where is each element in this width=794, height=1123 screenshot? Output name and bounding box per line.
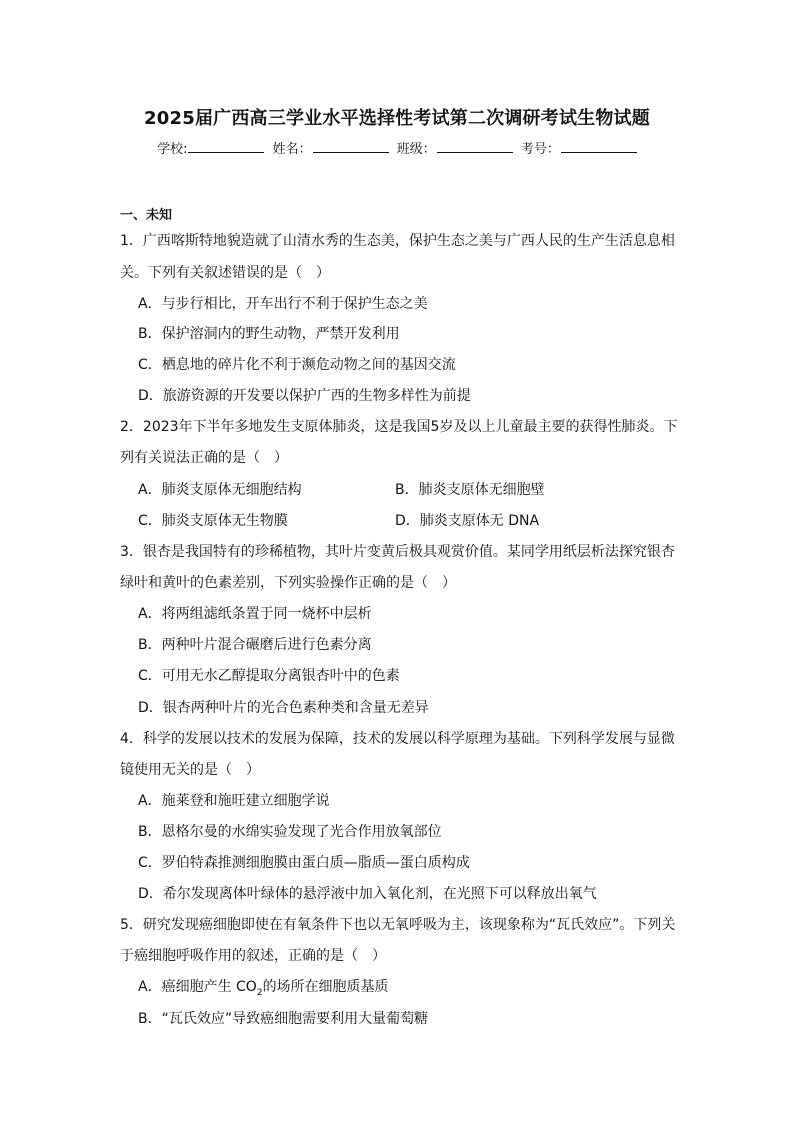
question-2-stem-line-2: 列有关说法正确的是（ ） bbox=[120, 450, 288, 466]
name-blank[interactable] bbox=[313, 139, 389, 153]
section-heading: 一、未知 bbox=[120, 208, 173, 223]
question-3-option-d[interactable]: D．银杏两种叶片的光合色素种类和含量无差异 bbox=[138, 700, 429, 716]
question-3-option-b[interactable]: B．两种叶片混合碾磨后进行色素分离 bbox=[138, 637, 372, 653]
question-3-option-c[interactable]: C．可用无水乙醇提取分离银杏叶中的色素 bbox=[138, 668, 400, 684]
page-title: 2025届广西高三学业水平选择性考试第二次调研考试生物试题 bbox=[144, 108, 650, 129]
question-5-option-b[interactable]: B．“瓦氏效应”导致癌细胞需要利用大量葡萄糖 bbox=[138, 1011, 429, 1027]
question-2-option-d[interactable]: D．肺炎支原体无 DNA bbox=[395, 513, 540, 529]
question-1-option-c[interactable]: C．栖息地的碎片化不利于濒危动物之间的基因交流 bbox=[138, 357, 456, 373]
exam-number-blank[interactable] bbox=[561, 139, 637, 153]
question-4-stem-line-2: 镜使用无关的是（ ） bbox=[120, 762, 260, 778]
question-1-option-d[interactable]: D．旅游资源的开发要以保护广西的生物多样性为前提 bbox=[138, 388, 471, 404]
question-5-stem-line-1: 5．研究发现癌细胞即使在有氧条件下也以无氧呼吸为主，该现象称为“瓦氏效应”。下列关 bbox=[120, 917, 676, 933]
question-1-option-a[interactable]: A．与步行相比，开车出行不利于保护生态之美 bbox=[138, 296, 428, 312]
question-2-option-c[interactable]: C．肺炎支原体无生物膜 bbox=[138, 513, 288, 529]
question-2-option-b[interactable]: B．肺炎支原体无细胞壁 bbox=[395, 482, 545, 498]
student-info-fields bbox=[0, 138, 794, 157]
question-4-option-d[interactable]: D．希尔发现离体叶绿体的悬浮液中加入氧化剂，在光照下可以释放出氧气 bbox=[138, 886, 597, 902]
question-3-stem-line-1: 3．银杏是我国特有的珍稀植物，其叶片变黄后极具观赏价值。某同学用纸层析法探究银杏 bbox=[120, 544, 675, 560]
question-2-stem-line-1: 2．2023年下半年多地发生支原体肺炎，这是我国5岁及以上儿童最主要的获得性肺炎。下 bbox=[120, 419, 678, 435]
school-blank[interactable] bbox=[188, 139, 264, 153]
class-blank[interactable] bbox=[437, 139, 513, 153]
question-1-stem-line-1: 1．广西喀斯特地貌造就了山清水秀的生态美，保护生态之美与广西人民的生产生活息息相 bbox=[120, 233, 675, 249]
exam-number-field[interactable]: 考号： bbox=[521, 138, 637, 157]
question-4-option-a[interactable]: A．施莱登和施旺建立细胞学说 bbox=[138, 793, 330, 809]
question-3-stem-line-2: 绿叶和黄叶的色素差别，下列实验操作正确的是（ ） bbox=[120, 575, 456, 591]
question-4-stem-line-1: 4．科学的发展以技术的发展为保障，技术的发展以科学原理为基础。下列科学发展与显微 bbox=[120, 731, 675, 747]
question-2-option-a[interactable]: A．肺炎支原体无细胞结构 bbox=[138, 482, 302, 498]
question-1-option-b[interactable]: B．保护溶洞内的野生动物，严禁开发利用 bbox=[138, 326, 400, 342]
question-3-option-a[interactable]: A．将两组滤纸条置于同一烧杯中层析 bbox=[138, 606, 372, 622]
question-5-stem-line-2: 于癌细胞呼吸作用的叙述，正确的是（ ） bbox=[120, 948, 386, 964]
question-1-stem-line-2: 关。下列有关叙述错误的是（ ） bbox=[120, 265, 330, 281]
question-4-option-b[interactable]: B．恩格尔曼的水绵实验发现了光合作用放氧部位 bbox=[138, 824, 442, 840]
class-field[interactable]: 班级： bbox=[397, 138, 513, 157]
name-field[interactable]: 姓名： bbox=[273, 138, 389, 157]
school-field[interactable]: 学校: bbox=[157, 138, 264, 157]
question-5-option-a[interactable]: A．癌细胞产生 $CO_2$的场所在细胞质基质 bbox=[138, 979, 389, 998]
question-4-option-c[interactable]: C．罗伯特森推测细胞膜由蛋白质—脂质—蛋白质构成 bbox=[138, 855, 470, 871]
